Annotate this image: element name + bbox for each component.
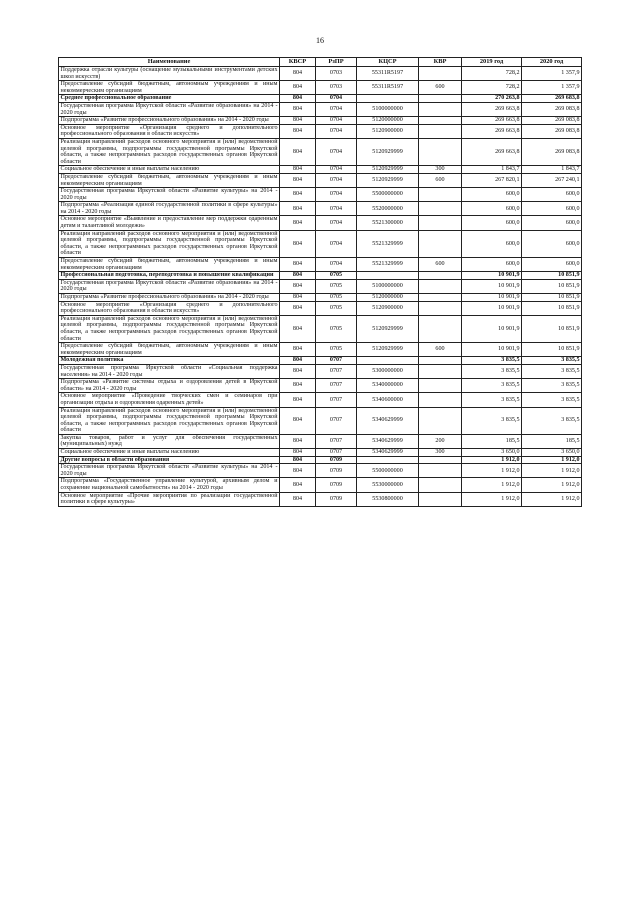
cell-2020: 269 083,8 — [522, 117, 582, 125]
table-header-row — [59, 58, 582, 67]
table-row — [59, 294, 582, 302]
table-row — [59, 102, 582, 116]
cell-kvr — [419, 357, 462, 365]
cell-rzpr: 0704 — [316, 102, 357, 116]
header-name: Наименование — [59, 58, 280, 67]
cell-2019: 3 835,5 — [462, 393, 522, 407]
cell-rzpr: 0705 — [316, 343, 357, 357]
budget-table — [58, 57, 582, 507]
cell-kvsr: 804 — [280, 188, 316, 202]
cell-name: Основное мероприятие «Организация среднего и дополнительного профессионального образования в области искусств» — [60, 301, 278, 315]
cell-kvr — [419, 393, 462, 407]
table-row — [59, 138, 582, 165]
cell-2020: 269 683,8 — [522, 95, 582, 103]
header-kvsr: КВСР — [280, 58, 316, 67]
cell-rzpr: 0704 — [316, 202, 357, 216]
table-row — [59, 478, 582, 492]
cell-rzpr: 0704 — [316, 230, 357, 257]
cell-2020: 600,0 — [522, 258, 582, 272]
cell-2019: 600,0 — [462, 216, 522, 230]
cell-kcsr: 5120000000 — [357, 117, 419, 125]
table-row — [59, 124, 582, 138]
cell-2019: 1 912,0 — [462, 478, 522, 492]
cell-rzpr: 0707 — [316, 379, 357, 393]
cell-kvr — [419, 464, 462, 478]
cell-2020: 10 851,9 — [522, 315, 582, 342]
cell-kvsr: 804 — [280, 315, 316, 342]
cell-2020: 267 240,1 — [522, 173, 582, 187]
cell-2020: 3 835,5 — [522, 357, 582, 365]
cell-name: Реализация направлений расходов основного мероприятия и (или) ведомственной целевой программы, подпрограммы государственной программы Иркутской области, а также непрограммных расходов государственных органов Иркутской области — [60, 315, 278, 342]
cell-2019: 728,2 — [462, 81, 522, 95]
cell-name: Государственная программа Иркутской области «Социальная поддержка населения» на 2014 - 2020 годы — [60, 364, 278, 378]
cell-2020: 3 835,5 — [522, 407, 582, 434]
cell-rzpr: 0709 — [316, 464, 357, 478]
cell-kvr — [419, 124, 462, 138]
cell-kvsr: 804 — [280, 393, 316, 407]
header-2019: 2019 год — [462, 58, 522, 67]
cell-name: Закупка товаров, работ и услуг для обеспечения государственных (муниципальных) нужд — [60, 434, 278, 448]
cell-kvsr: 804 — [280, 464, 316, 478]
cell-kvsr: 804 — [280, 102, 316, 116]
table-row — [59, 188, 582, 202]
cell-kvsr: 804 — [280, 364, 316, 378]
cell-name: Государственная программа Иркутской области «Развитие образования» на 2014 - 2020 годы — [60, 279, 278, 293]
cell-kvr: 200 — [419, 434, 462, 448]
cell-kcsr: 5521300000 — [357, 216, 419, 230]
cell-name: Реализация направлений расходов основного мероприятия и (или) ведомственной целевой программы, подпрограммы государственной программы Иркутской области, а также непрограммных расходов государственных органов Иркутской области — [60, 230, 278, 257]
cell-kvr — [419, 216, 462, 230]
table-row — [59, 343, 582, 357]
page-number: 16 — [316, 36, 324, 45]
header-kcsr: КЦСР — [357, 58, 419, 67]
cell-name: Предоставление субсидий бюджетным, автономным учреждениям и иным некоммерческим организациям — [60, 81, 278, 94]
table-row — [59, 379, 582, 393]
cell-kvsr: 804 — [280, 279, 316, 293]
cell-kvr — [419, 294, 462, 302]
cell-2019: 600,0 — [462, 188, 522, 202]
cell-kvr: 600 — [419, 173, 462, 187]
cell-kvr — [419, 364, 462, 378]
cell-name: Подпрограмма «Развитие профессионального образования» на 2014 - 2020 годы — [59, 294, 280, 302]
cell-2019: 600,0 — [462, 202, 522, 216]
cell-rzpr: 0704 — [316, 166, 357, 174]
cell-2020: 10 851,9 — [522, 294, 582, 302]
cell-kcsr: 5521329999 — [357, 258, 419, 272]
cell-kvr — [419, 95, 462, 103]
cell-kvsr: 804 — [280, 301, 316, 315]
cell-name: Подпрограмма «Развитие профессионального образования» на 2014 - 2020 годы — [59, 117, 280, 125]
cell-2020: 1 357,9 — [522, 67, 582, 81]
cell-kcsr: 5340000000 — [357, 379, 419, 393]
cell-kcsr: 5340629999 — [357, 449, 419, 457]
table-row — [59, 315, 582, 342]
cell-2019: 3 835,5 — [462, 379, 522, 393]
header-rzpr: РзПР — [316, 58, 357, 67]
cell-kcsr: 5340629999 — [357, 434, 419, 448]
cell-kvsr: 804 — [280, 124, 316, 138]
cell-kvsr: 804 — [280, 294, 316, 302]
cell-rzpr: 0707 — [316, 393, 357, 407]
cell-kcsr — [357, 272, 419, 280]
cell-kvsr: 804 — [280, 478, 316, 492]
cell-name: Подпрограмма «Развитие системы отдыха и оздоровления детей в Иркутской области» на 2014 - 2020 годы — [60, 379, 278, 392]
cell-name: Предоставление субсидий бюджетным, автономным учреждениям и иным некоммерческим организациям — [60, 173, 278, 187]
cell-2019: 3 835,5 — [462, 364, 522, 378]
cell-rzpr: 0707 — [316, 357, 357, 365]
cell-name: Среднее профессиональное образование — [59, 95, 280, 103]
cell-2019: 267 820,1 — [462, 173, 522, 187]
cell-name: Государственная программа Иркутской области «Развитие образования» на 2014 - 2020 годы — [60, 102, 278, 116]
cell-2020: 600,0 — [522, 230, 582, 257]
cell-rzpr: 0709 — [316, 478, 357, 492]
cell-kvr: 600 — [419, 343, 462, 357]
cell-rzpr: 0707 — [316, 449, 357, 457]
cell-2020: 1 357,9 — [522, 81, 582, 95]
cell-name: Подпрограмма «Реализация единой государственной политики в сфере культуры» на 2014 - 2020 годы — [60, 202, 278, 215]
cell-kcsr: 5120929999 — [357, 315, 419, 342]
cell-name: Основное мероприятие «Прочие мероприятия по реализации государственной политики в сфере культуры» — [60, 492, 278, 506]
cell-kcsr: 5100000000 — [357, 279, 419, 293]
cell-rzpr: 0703 — [316, 67, 357, 81]
cell-rzpr: 0705 — [316, 272, 357, 280]
cell-kcsr: 5120900000 — [357, 301, 419, 315]
cell-kcsr: 5120929999 — [357, 343, 419, 357]
cell-kcsr — [357, 95, 419, 103]
cell-2020: 1 843,7 — [522, 166, 582, 174]
cell-2020: 1 912,0 — [522, 456, 582, 464]
cell-kvr — [419, 202, 462, 216]
cell-2020: 1 912,0 — [522, 478, 582, 492]
cell-2019: 269 663,8 — [462, 117, 522, 125]
cell-2020: 269 083,8 — [522, 138, 582, 165]
cell-2019: 3 650,0 — [462, 449, 522, 457]
cell-2019: 1 912,0 — [462, 492, 522, 506]
table-row — [59, 81, 582, 95]
cell-name: Поддержка отрасли культуры (оснащение музыкальными инструментами детских школ искусств) — [60, 67, 278, 80]
cell-kvsr: 804 — [280, 449, 316, 457]
cell-rzpr: 0705 — [316, 301, 357, 315]
cell-kvr — [419, 301, 462, 315]
cell-name: Предоставление субсидий бюджетным, автономным учреждениям и иным некоммерческим организациям — [60, 343, 278, 356]
cell-kcsr: 5120929999 — [357, 173, 419, 187]
cell-name: Реализация направлений расходов основного мероприятия и (или) ведомственной целевой программы, подпрограммы государственной программы Иркутской области, а также непрограммных расходов государственных органов Иркутской области — [60, 138, 278, 165]
cell-name: Государственная программа Иркутской области «Развитие культуры» на 2014 - 2020 годы — [60, 464, 278, 477]
table-row — [59, 434, 582, 448]
table-row — [59, 258, 582, 272]
cell-kcsr: 5500000000 — [357, 188, 419, 202]
cell-2019: 1 843,7 — [462, 166, 522, 174]
cell-kvr: 600 — [419, 81, 462, 95]
header-2020: 2020 год — [522, 58, 582, 67]
cell-kvsr: 804 — [280, 67, 316, 81]
cell-2019: 728,2 — [462, 67, 522, 81]
cell-kvsr: 804 — [280, 272, 316, 280]
table-row — [59, 216, 582, 230]
cell-rzpr: 0704 — [316, 117, 357, 125]
cell-rzpr: 0709 — [316, 456, 357, 464]
cell-kvsr: 804 — [280, 343, 316, 357]
table-row — [59, 272, 582, 280]
cell-2020: 3 835,5 — [522, 364, 582, 378]
cell-kcsr: 55311R5197 — [357, 81, 419, 95]
cell-kcsr: 5100000000 — [357, 102, 419, 116]
header-kvr: КВР — [419, 58, 462, 67]
cell-2019: 269 663,8 — [462, 138, 522, 165]
table-row — [59, 95, 582, 103]
cell-kvr — [419, 478, 462, 492]
table-row — [59, 393, 582, 407]
cell-kvsr: 804 — [280, 434, 316, 448]
cell-2019: 270 263,8 — [462, 95, 522, 103]
table-row — [59, 173, 582, 187]
cell-rzpr: 0709 — [316, 492, 357, 506]
cell-kvsr: 804 — [280, 258, 316, 272]
table-row — [59, 230, 582, 257]
cell-2020: 10 851,9 — [522, 343, 582, 357]
cell-kvsr: 804 — [280, 357, 316, 365]
table-row — [59, 279, 582, 293]
cell-name: Государственная программа Иркутской области «Развитие культуры» на 2014 - 2020 годы — [60, 188, 278, 201]
cell-rzpr: 0704 — [316, 216, 357, 230]
cell-rzpr: 0705 — [316, 294, 357, 302]
cell-2019: 10 901,9 — [462, 315, 522, 342]
cell-kcsr: 5530800000 — [357, 492, 419, 506]
cell-kvr: 300 — [419, 449, 462, 457]
cell-kcsr: 5340629999 — [357, 407, 419, 434]
cell-2020: 1 912,0 — [522, 492, 582, 506]
cell-2020: 3 650,0 — [522, 449, 582, 457]
cell-2020: 3 835,5 — [522, 393, 582, 407]
table-row — [59, 492, 582, 506]
cell-kvsr: 804 — [280, 202, 316, 216]
table-row — [59, 464, 582, 478]
cell-2020: 1 912,0 — [522, 464, 582, 478]
cell-kvsr: 804 — [280, 216, 316, 230]
cell-kcsr: 5300000000 — [357, 364, 419, 378]
table-row — [59, 357, 582, 365]
table-row — [59, 301, 582, 315]
cell-2020: 269 083,8 — [522, 124, 582, 138]
cell-kvr: 300 — [419, 166, 462, 174]
cell-2019: 1 912,0 — [462, 456, 522, 464]
cell-kcsr: 5120000000 — [357, 294, 419, 302]
cell-name: Основное мероприятие «Выявление и предоставление мер поддержки одаренным детям и талантливой молодежи» — [60, 216, 278, 230]
cell-2020: 269 083,8 — [522, 102, 582, 116]
cell-kvr — [419, 102, 462, 116]
cell-2020: 10 851,9 — [522, 279, 582, 293]
cell-kcsr: 5530000000 — [357, 478, 419, 492]
cell-name: Профессиональная подготовка, переподготовка и повышение квалификации — [59, 272, 280, 280]
cell-kvsr: 804 — [280, 166, 316, 174]
cell-name: Основное мероприятие «Проведение творческих смен и семинаров при организации отдыха и оздоровления одаренных детей» — [60, 393, 278, 406]
cell-2019: 1 912,0 — [462, 464, 522, 478]
cell-rzpr: 0704 — [316, 173, 357, 187]
cell-kvsr: 804 — [280, 95, 316, 103]
cell-2019: 10 901,9 — [462, 294, 522, 302]
cell-2019: 185,5 — [462, 434, 522, 448]
cell-kvr — [419, 379, 462, 393]
cell-kcsr — [357, 357, 419, 365]
table-row — [59, 67, 582, 81]
cell-2019: 600,0 — [462, 258, 522, 272]
cell-rzpr: 0704 — [316, 95, 357, 103]
cell-kcsr: 5521329999 — [357, 230, 419, 257]
cell-name: Социальное обеспечение и иные выплаты населению — [59, 449, 280, 457]
cell-2019: 3 835,5 — [462, 357, 522, 365]
cell-kvsr: 804 — [280, 492, 316, 506]
cell-kvr — [419, 407, 462, 434]
cell-2019: 10 901,9 — [462, 279, 522, 293]
cell-kcsr: 5120900000 — [357, 124, 419, 138]
cell-name: Молодежная политика — [59, 357, 280, 365]
cell-name: Социальное обеспечение и иные выплаты населению — [59, 166, 280, 174]
table-row — [59, 449, 582, 457]
cell-2019: 269 663,8 — [462, 102, 522, 116]
cell-2019: 3 835,5 — [462, 407, 522, 434]
cell-rzpr: 0704 — [316, 138, 357, 165]
cell-kcsr: 5520000000 — [357, 202, 419, 216]
cell-2020: 10 851,9 — [522, 272, 582, 280]
cell-rzpr: 0705 — [316, 315, 357, 342]
cell-2020: 600,0 — [522, 202, 582, 216]
cell-kvsr: 804 — [280, 173, 316, 187]
cell-kcsr: 5500000000 — [357, 464, 419, 478]
cell-name: Основное мероприятие «Организация среднего и дополнительного профессионального образования в области искусств» — [60, 124, 278, 138]
cell-kvsr: 804 — [280, 230, 316, 257]
cell-rzpr: 0704 — [316, 188, 357, 202]
cell-kcsr: 5120929999 — [357, 138, 419, 165]
cell-kvsr: 804 — [280, 138, 316, 165]
cell-kvsr: 804 — [280, 379, 316, 393]
cell-kvr — [419, 492, 462, 506]
cell-2019: 10 901,9 — [462, 301, 522, 315]
cell-rzpr: 0707 — [316, 407, 357, 434]
cell-2019: 10 901,9 — [462, 272, 522, 280]
cell-kcsr: 55311R5197 — [357, 67, 419, 81]
cell-kvr — [419, 279, 462, 293]
cell-rzpr: 0707 — [316, 364, 357, 378]
table-row — [59, 166, 582, 174]
cell-kvr — [419, 117, 462, 125]
cell-kcsr: 5340600000 — [357, 393, 419, 407]
cell-kvsr: 804 — [280, 407, 316, 434]
table-row — [59, 202, 582, 216]
table-row — [59, 117, 582, 125]
cell-name: Реализация направлений расходов основного мероприятия и (или) ведомственной целевой программы, подпрограммы государственной программы Иркутской области, а также непрограммных расходов государственных органов Иркутской области — [60, 407, 278, 434]
cell-kvr — [419, 315, 462, 342]
cell-kcsr — [357, 456, 419, 464]
table-row — [59, 407, 582, 434]
cell-2020: 600,0 — [522, 188, 582, 202]
cell-kvsr: 804 — [280, 117, 316, 125]
cell-rzpr: 0707 — [316, 434, 357, 448]
table-row — [59, 364, 582, 378]
cell-name: Предоставление субсидий бюджетным, автономным учреждениям и иным некоммерческим организациям — [60, 258, 278, 271]
cell-name: Подпрограмма «Государственное управление культурой, архивным делом и сохранение национальной самобытности» на 2014 - 2020 годы — [60, 478, 278, 492]
cell-kvsr: 804 — [280, 456, 316, 464]
cell-kvr — [419, 456, 462, 464]
cell-2019: 10 901,9 — [462, 343, 522, 357]
cell-name: Другие вопросы в области образования — [59, 456, 280, 464]
cell-2019: 600,0 — [462, 230, 522, 257]
cell-2020: 185,5 — [522, 434, 582, 448]
cell-kvr — [419, 230, 462, 257]
cell-kvr — [419, 138, 462, 165]
cell-kcsr: 5120929999 — [357, 166, 419, 174]
cell-kvr — [419, 188, 462, 202]
cell-rzpr: 0704 — [316, 124, 357, 138]
cell-2020: 3 835,5 — [522, 379, 582, 393]
cell-kvr: 600 — [419, 258, 462, 272]
cell-rzpr: 0703 — [316, 81, 357, 95]
cell-kvr — [419, 67, 462, 81]
table-body — [59, 67, 582, 507]
cell-kvsr: 804 — [280, 81, 316, 95]
table-row — [59, 456, 582, 464]
cell-2020: 10 851,9 — [522, 301, 582, 315]
cell-kvr — [419, 272, 462, 280]
cell-rzpr: 0704 — [316, 258, 357, 272]
cell-2019: 269 663,8 — [462, 124, 522, 138]
cell-rzpr: 0705 — [316, 279, 357, 293]
cell-2020: 600,0 — [522, 216, 582, 230]
